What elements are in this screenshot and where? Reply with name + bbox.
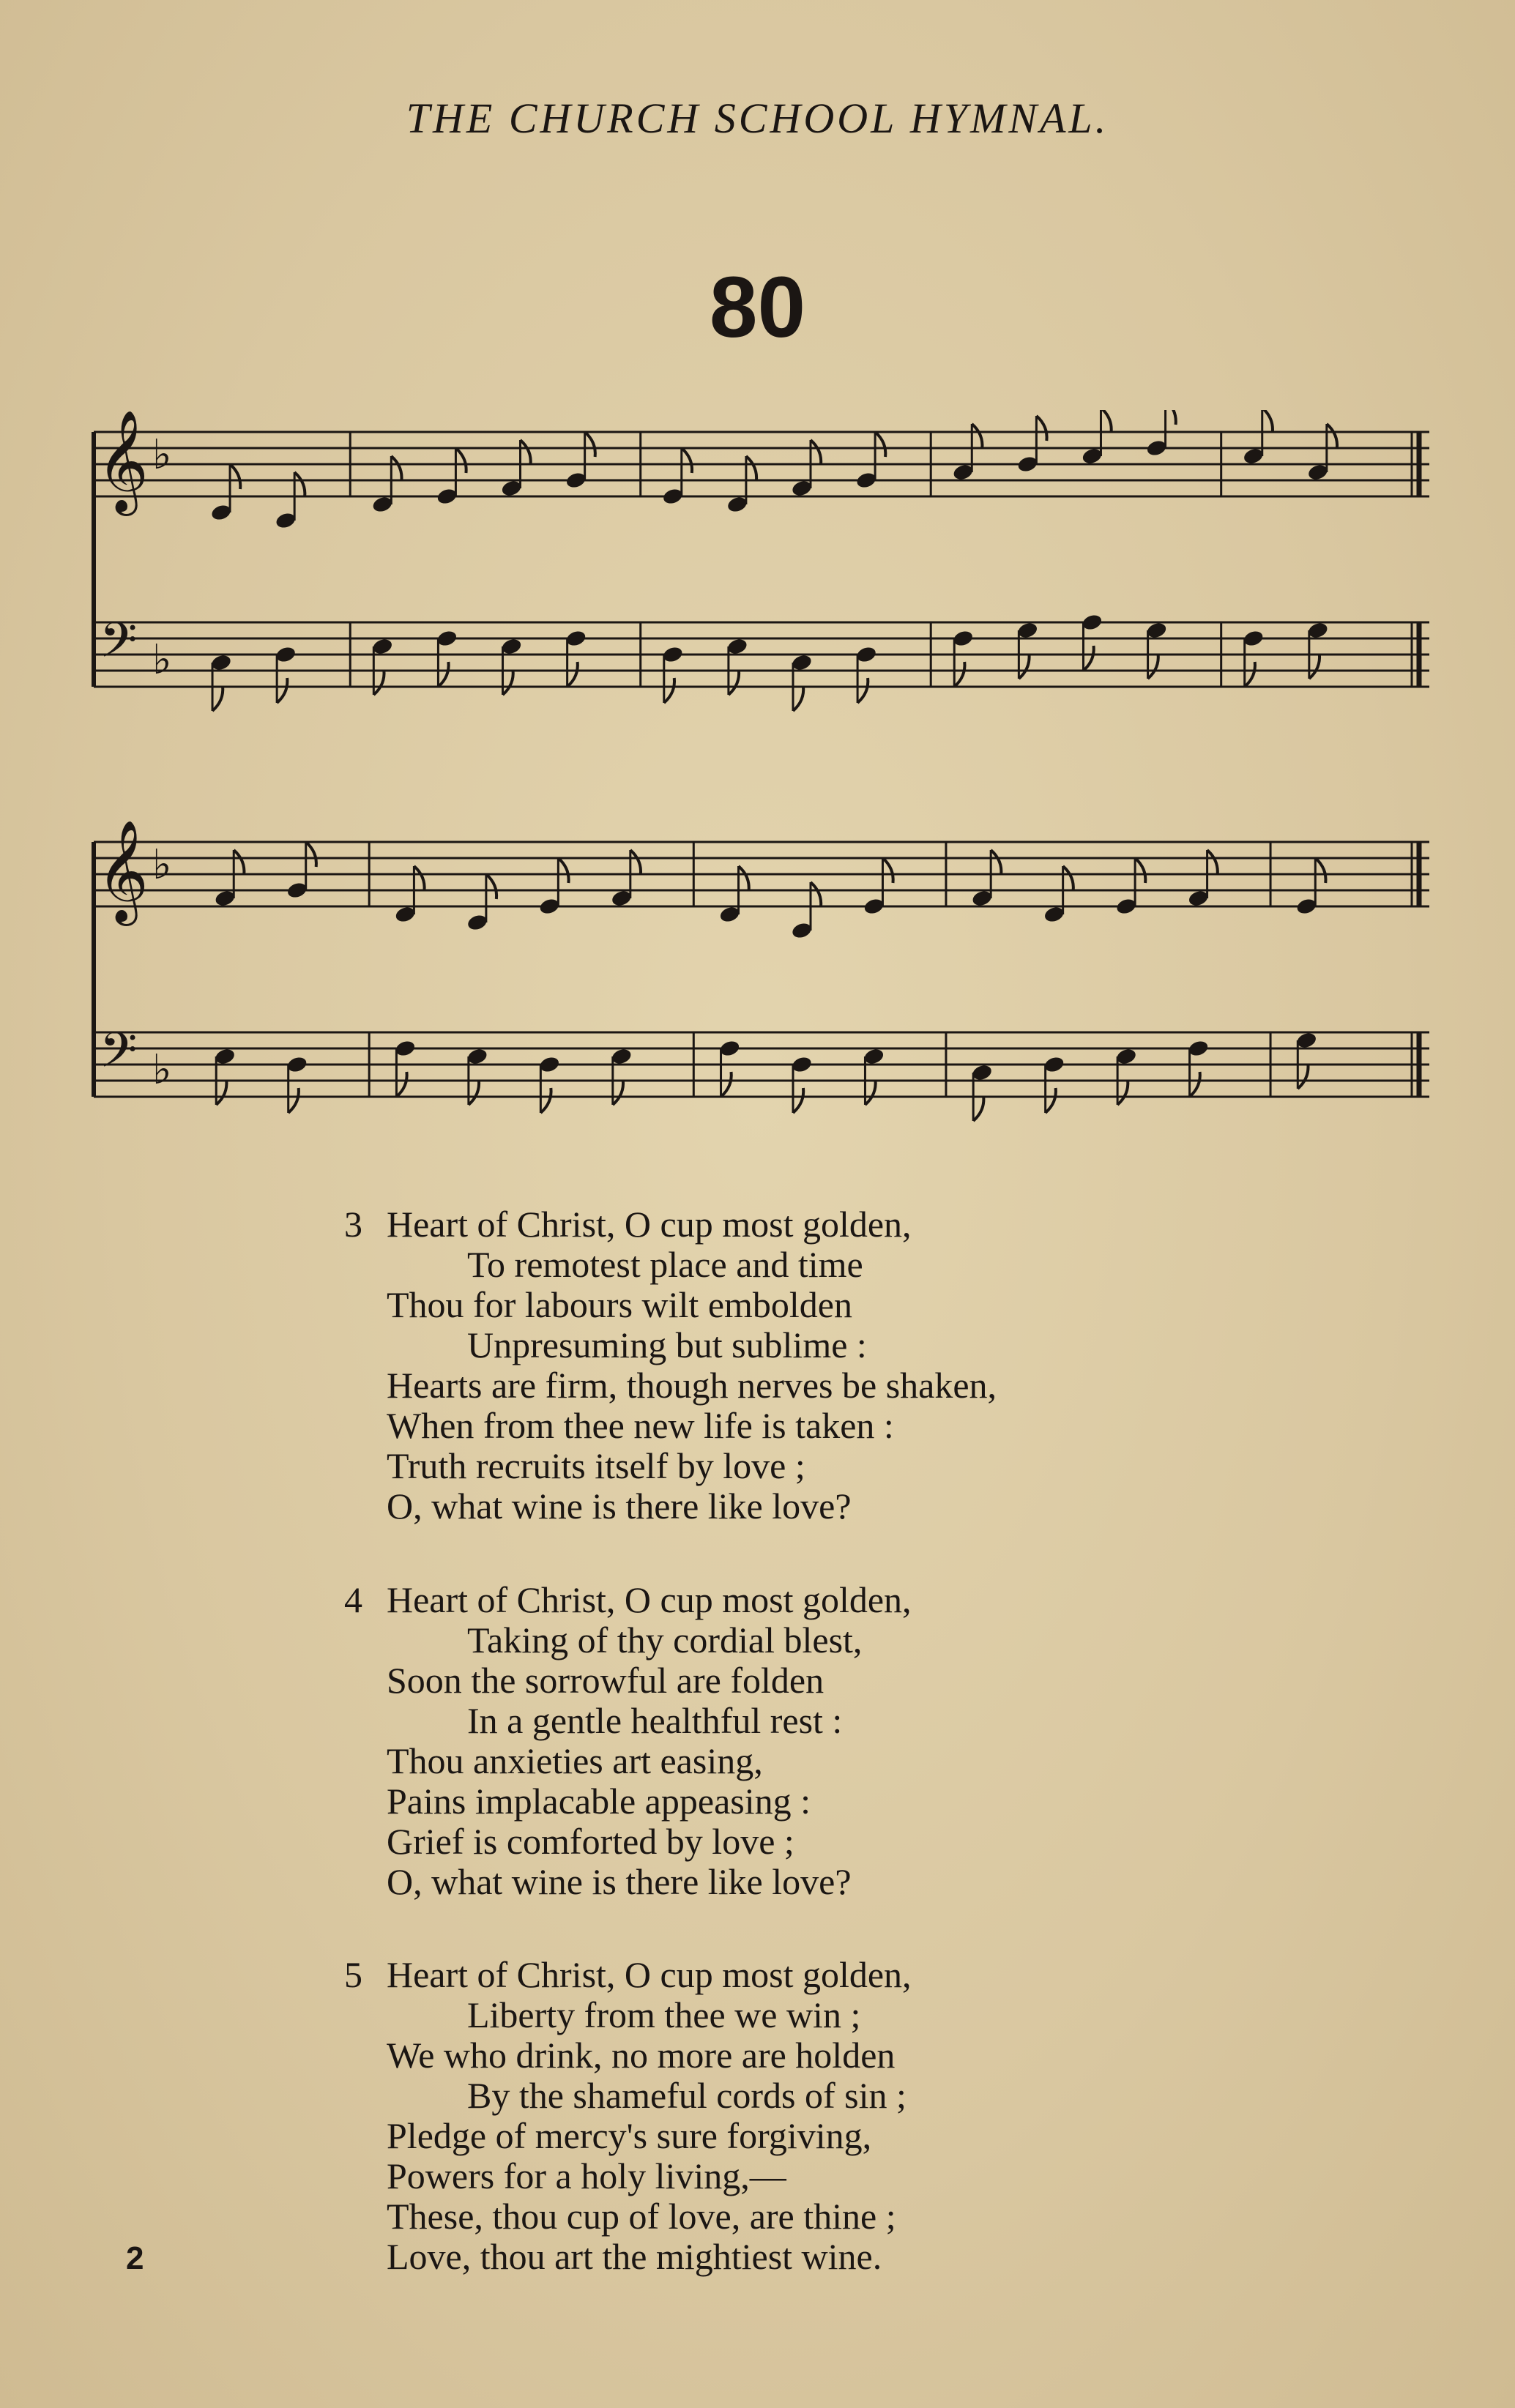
- note-flag: [811, 882, 821, 907]
- note-flag: [585, 432, 595, 457]
- note-flag: [793, 1088, 803, 1113]
- note-flag: [289, 1088, 299, 1113]
- verse-5: [344, 1955, 1296, 2277]
- note-flag: [972, 424, 982, 449]
- note-flag: [1117, 1080, 1128, 1105]
- note-flag: [882, 858, 893, 883]
- note-flag: [216, 1080, 226, 1105]
- verse-line: O, what wine is there like love?: [387, 1486, 852, 1527]
- note-flag: [811, 440, 821, 465]
- verse-line: By the shameful cords of sin ;: [467, 2075, 907, 2116]
- music-system-1: [0, 410, 1515, 761]
- verse-line: Hearts are firm, though nerves be shaken,: [387, 1365, 997, 1406]
- music-system-2: [0, 820, 1515, 1171]
- note-flag: [865, 1080, 875, 1105]
- verse-line: Grief is comforted by love ;: [387, 1821, 794, 1862]
- verse-line: O, what wine is there like love?: [387, 1861, 852, 1902]
- verse-line: In a gentle healthful rest :: [467, 1700, 843, 1741]
- note-flag: [1166, 410, 1176, 425]
- verse-line: Heart of Christ, O cup most golden,: [387, 1954, 912, 1995]
- bass-clef-icon: 𝄢: [100, 1022, 138, 1090]
- treble-clef-icon: 𝄞: [97, 410, 149, 512]
- note-flag: [469, 1080, 479, 1105]
- verse-number: 5: [344, 1954, 362, 1995]
- note-flag: [455, 448, 466, 473]
- note-flag: [1309, 654, 1319, 679]
- note-flag: [793, 686, 803, 711]
- note-flag: [277, 678, 287, 703]
- verse-line: Pledge of mercy's sure forgiving,: [387, 2115, 872, 2156]
- verse-line: Powers for a holy living,—: [387, 2155, 786, 2196]
- verse-line: Heart of Christ, O cup most golden,: [387, 1204, 912, 1245]
- note-flag: [414, 866, 424, 891]
- verse-line: Unpresuming but sublime :: [467, 1324, 867, 1365]
- verse-line: Soon the sorrowful are folden: [387, 1660, 824, 1701]
- verse-4: [344, 1580, 1296, 1902]
- note-flag: [1148, 654, 1158, 679]
- note-flag: [558, 858, 568, 883]
- treble-clef-icon: 𝄞: [97, 820, 149, 922]
- running-head: THE CHURCH SCHOOL HYMNAL.: [406, 94, 1109, 142]
- note-flag: [721, 1072, 732, 1097]
- note-flag: [1207, 850, 1218, 875]
- note-flag: [630, 850, 641, 875]
- bass-clef-icon: 𝄢: [100, 612, 138, 680]
- note-flag: [521, 440, 531, 465]
- note-flag: [486, 874, 496, 899]
- note-flag: [1327, 424, 1337, 449]
- note-flag: [540, 1088, 551, 1113]
- note-flag: [739, 866, 749, 891]
- note-flag: [682, 448, 692, 473]
- verse-line: Heart of Christ, O cup most golden,: [387, 1579, 912, 1620]
- verse-line: Love, thou art the mightiest wine.: [387, 2236, 882, 2277]
- verse-3: [344, 1204, 1296, 1527]
- note-flag: [1262, 410, 1273, 433]
- note-flag: [1298, 1064, 1308, 1089]
- note-flag: [746, 456, 756, 481]
- verse-line: To remotest place and time: [467, 1244, 863, 1285]
- page-number: 2: [126, 2240, 144, 2276]
- note-flag: [567, 662, 578, 687]
- note-flag: [664, 678, 674, 703]
- note-flag: [1190, 1072, 1200, 1097]
- hymn-number: 80: [709, 259, 806, 356]
- note-flag: [857, 678, 868, 703]
- verse-line: Thou anxieties art easing,: [387, 1740, 763, 1781]
- note-flag: [294, 472, 305, 497]
- verse-line: Truth recruits itself by love ;: [387, 1445, 805, 1486]
- flat-icon: ♭: [152, 1046, 172, 1094]
- note-flag: [234, 850, 244, 875]
- flat-icon: ♭: [152, 841, 172, 889]
- note-flag: [875, 432, 885, 457]
- verse-line: When from thee new life is taken :: [387, 1405, 894, 1446]
- note-flag: [503, 670, 513, 695]
- note-flag: [373, 670, 384, 695]
- note-flag: [729, 670, 739, 695]
- note-flag: [1135, 858, 1145, 883]
- note-flag: [1315, 858, 1325, 883]
- note-flag: [1063, 866, 1073, 891]
- verse-line: These, thou cup of love, are thine ;: [387, 2196, 896, 2237]
- verse-number: 4: [344, 1579, 362, 1620]
- note-flag: [1083, 646, 1093, 671]
- verse-line: We who drink, no more are holden: [387, 2035, 896, 2076]
- note-flag: [1036, 416, 1046, 441]
- verse-number: 3: [344, 1204, 362, 1245]
- note-flag: [1245, 662, 1255, 687]
- note-flag: [396, 1072, 406, 1097]
- note-flag: [1019, 654, 1029, 679]
- verse-line: Liberty from thee we win ;: [467, 1994, 861, 2035]
- note-flag: [1046, 1088, 1056, 1113]
- note-flag: [438, 662, 448, 687]
- note-flag: [613, 1080, 623, 1105]
- flat-icon: ♭: [152, 636, 172, 684]
- verse-line: Thou for labours wilt embolden: [387, 1284, 852, 1325]
- note-flag: [306, 842, 316, 867]
- note-flag: [230, 464, 240, 489]
- note-flag: [991, 850, 1001, 875]
- note-flag: [954, 662, 964, 687]
- flat-icon: ♭: [152, 431, 172, 479]
- note-flag: [1101, 410, 1111, 433]
- note-flag: [391, 456, 401, 481]
- note-flag: [973, 1096, 983, 1121]
- note-flag: [212, 686, 223, 711]
- verse-line: Taking of thy cordial blest,: [467, 1619, 863, 1660]
- verse-line: Pains implacable appeasing :: [387, 1781, 811, 1822]
